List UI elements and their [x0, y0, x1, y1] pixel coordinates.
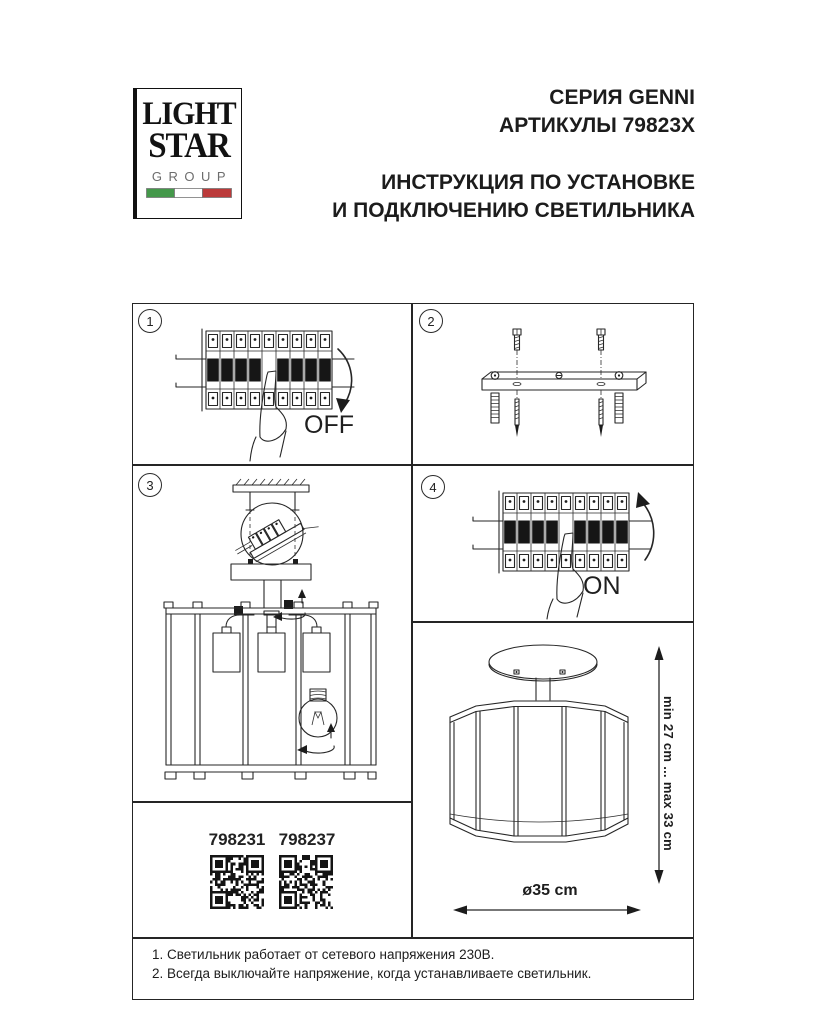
articles-title: АРТИКУЛЫ 79823X: [499, 114, 695, 137]
step3-assembly-diagram: [132, 465, 413, 802]
step-4-number: 4: [429, 479, 437, 495]
note-line-1: 1. Светильник работает от сетевого напряжения 230В.: [152, 947, 495, 962]
italian-flag-icon: [146, 188, 232, 198]
step-2-number: 2: [427, 313, 435, 329]
instruction-title-line1: ИНСТРУКЦИЯ ПО УСТАНОВКЕ: [381, 171, 695, 194]
footer-notes: [152, 946, 591, 983]
series-title: СЕРИЯ GENNI: [549, 86, 695, 109]
step-3-number: 3: [146, 477, 154, 493]
step1-off-label: OFF: [304, 411, 354, 439]
step-1-number: 1: [146, 313, 154, 329]
diameter-dimension-label: ø35 cm: [522, 882, 578, 899]
logo-word-star: STAR: [148, 126, 230, 166]
document-header: [332, 84, 695, 225]
article-number-right: 798237: [278, 830, 336, 849]
instruction-title-line2: И ПОДКЛЮЧЕНИЮ СВЕТИЛЬНИКА: [332, 199, 695, 222]
qr-code-798237: [279, 855, 333, 909]
note-line-2: 2. Всегда выключайте напряжение, когда устанавливаете светильник.: [152, 965, 592, 981]
article-number-left: 798231: [208, 830, 266, 849]
step4-on-label: ON: [583, 572, 621, 600]
step2-mounting-plate-diagram: [413, 303, 695, 465]
logo-word-group: GROUP: [151, 169, 233, 184]
logo-word-light: LIGHT: [142, 95, 236, 132]
qr-code-798231: [210, 855, 264, 909]
step1-breaker-off-diagram: [132, 303, 413, 465]
height-dimension-label: min 27 cm ... max 33 cm: [661, 696, 676, 852]
lightstar-logo: [133, 88, 242, 219]
step4-breaker-on-diagram: [413, 465, 695, 622]
